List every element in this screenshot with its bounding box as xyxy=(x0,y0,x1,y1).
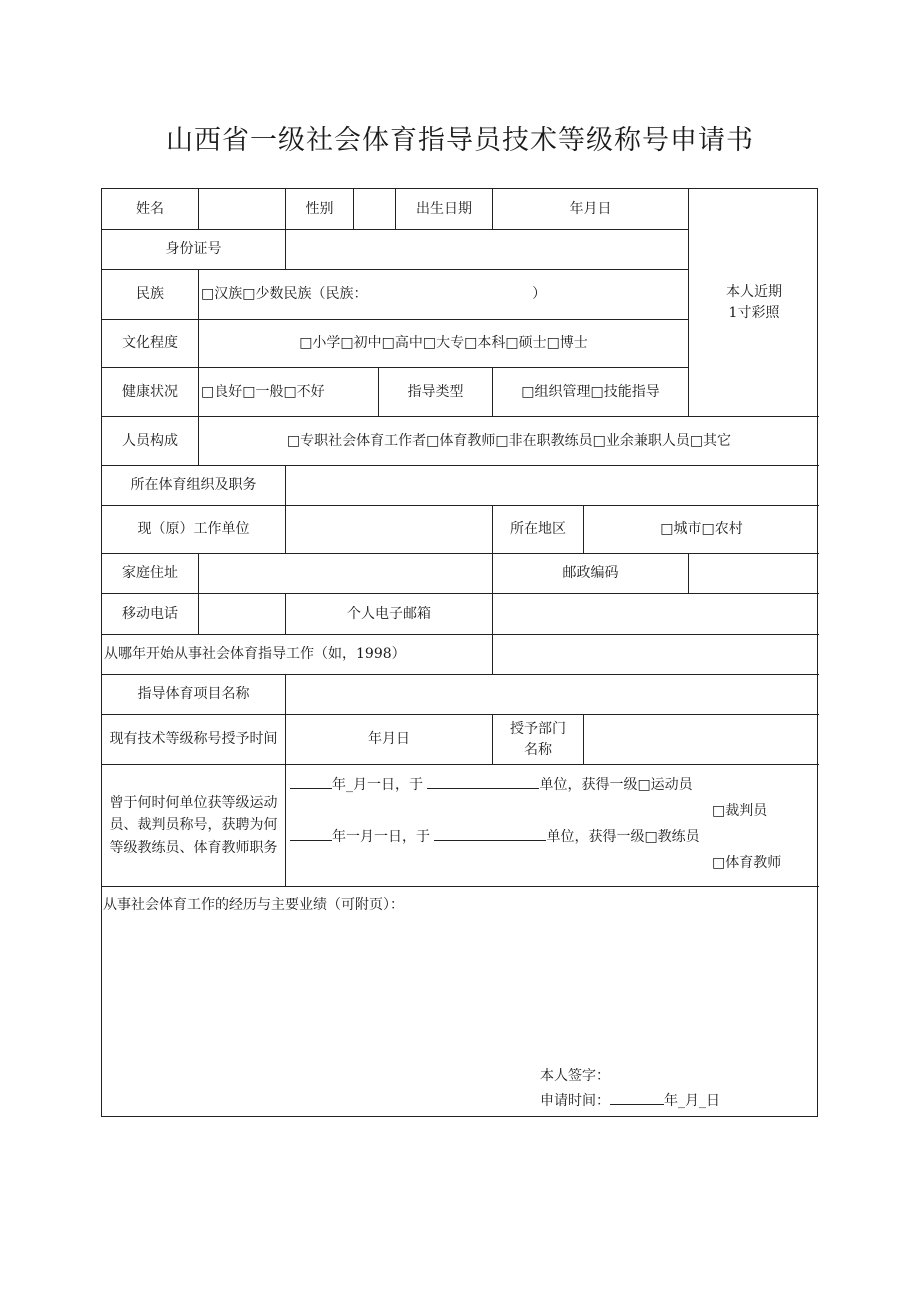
guide-type-label: 指导类型 xyxy=(379,368,493,417)
start-year-field[interactable] xyxy=(493,635,819,675)
name-field[interactable] xyxy=(199,189,286,230)
referee-option[interactable]: □裁判员 xyxy=(712,803,768,819)
unit-label: 现（原）工作单位 xyxy=(102,506,286,554)
staff-label: 人员构成 xyxy=(102,417,199,466)
ethnic-label: 民族 xyxy=(102,270,199,320)
postcode-field[interactable] xyxy=(689,554,819,594)
history-line-1: 年_月一日，于 单位，获得一级□运动员 xyxy=(290,775,693,795)
org-field[interactable] xyxy=(286,466,819,506)
id-field[interactable] xyxy=(286,230,689,270)
guide-type-options[interactable]: □组织管理□技能指导 xyxy=(493,368,689,417)
staff-options[interactable]: □专职社会体育工作者□体育教师□非在职教练员□业余兼职人员□其它 xyxy=(199,417,819,466)
photo-line-1: 本人近期 xyxy=(726,284,782,301)
start-year-label: 从哪年开始从事社会体育指导工作（如，1998） xyxy=(102,635,493,675)
address-field[interactable] xyxy=(199,554,493,594)
name-label: 姓名 xyxy=(102,189,199,230)
grade-time-field[interactable]: 年月日 xyxy=(286,715,493,765)
grade-time-label: 现有技术等级称号授予时间 xyxy=(102,715,286,765)
history-line-2: 年一月一日，于 单位，获得一级□教练员 xyxy=(290,827,700,847)
address-label: 家庭住址 xyxy=(102,554,199,594)
region-options[interactable]: □城市□农村 xyxy=(584,506,819,554)
mobile-label: 移动电话 xyxy=(102,594,199,635)
grant-dept-label: 授予部门名称 xyxy=(493,715,584,765)
photo-box xyxy=(689,189,819,417)
postcode-label: 邮政编码 xyxy=(493,554,689,594)
health-label: 健康状况 xyxy=(102,368,199,417)
application-form xyxy=(101,188,818,1117)
project-field[interactable] xyxy=(286,675,819,715)
email-label: 个人电子邮箱 xyxy=(286,594,493,635)
id-label: 身份证号 xyxy=(102,230,286,270)
signature-label: 本人签字： xyxy=(540,1068,610,1084)
birth-label: 出生日期 xyxy=(396,189,493,230)
project-label: 指导体育项目名称 xyxy=(102,675,286,715)
gender-label: 性别 xyxy=(286,189,354,230)
page-title: 山西省一级社会体育指导员技术等级称号申请书 xyxy=(166,125,754,156)
grant-dept-field[interactable] xyxy=(584,715,819,765)
region-label: 所在地区 xyxy=(493,506,584,554)
history-label: 曾于何时何单位获等级运动员、裁判员称号，获聘为何等级教练员、体育教师职务 xyxy=(102,765,286,887)
gender-field[interactable] xyxy=(354,189,396,230)
photo-line-2: 1寸彩照 xyxy=(728,304,780,321)
education-label: 文化程度 xyxy=(102,320,199,368)
email-field[interactable] xyxy=(493,594,819,635)
health-options[interactable]: □良好□一般□不好 xyxy=(199,368,379,417)
apply-time: 申请时间： 年_月_日 xyxy=(540,1093,720,1109)
experience-field[interactable] xyxy=(102,887,819,1116)
mobile-field[interactable] xyxy=(199,594,286,635)
unit-field[interactable] xyxy=(286,506,493,554)
education-options[interactable]: □小学□初中□高中□大专□本科□硕士□博士 xyxy=(199,320,689,368)
ethnic-options[interactable]: □汉族□少数民族（民族： ） xyxy=(199,270,689,320)
birth-field[interactable]: 年月日 xyxy=(493,189,689,230)
pe-teacher-option[interactable]: □体育教师 xyxy=(712,855,782,871)
org-label: 所在体育组织及职务 xyxy=(102,466,286,506)
experience-label: 从事社会体育工作的经历与主要业绩（可附页）： xyxy=(103,897,404,913)
history-field[interactable] xyxy=(286,765,819,887)
